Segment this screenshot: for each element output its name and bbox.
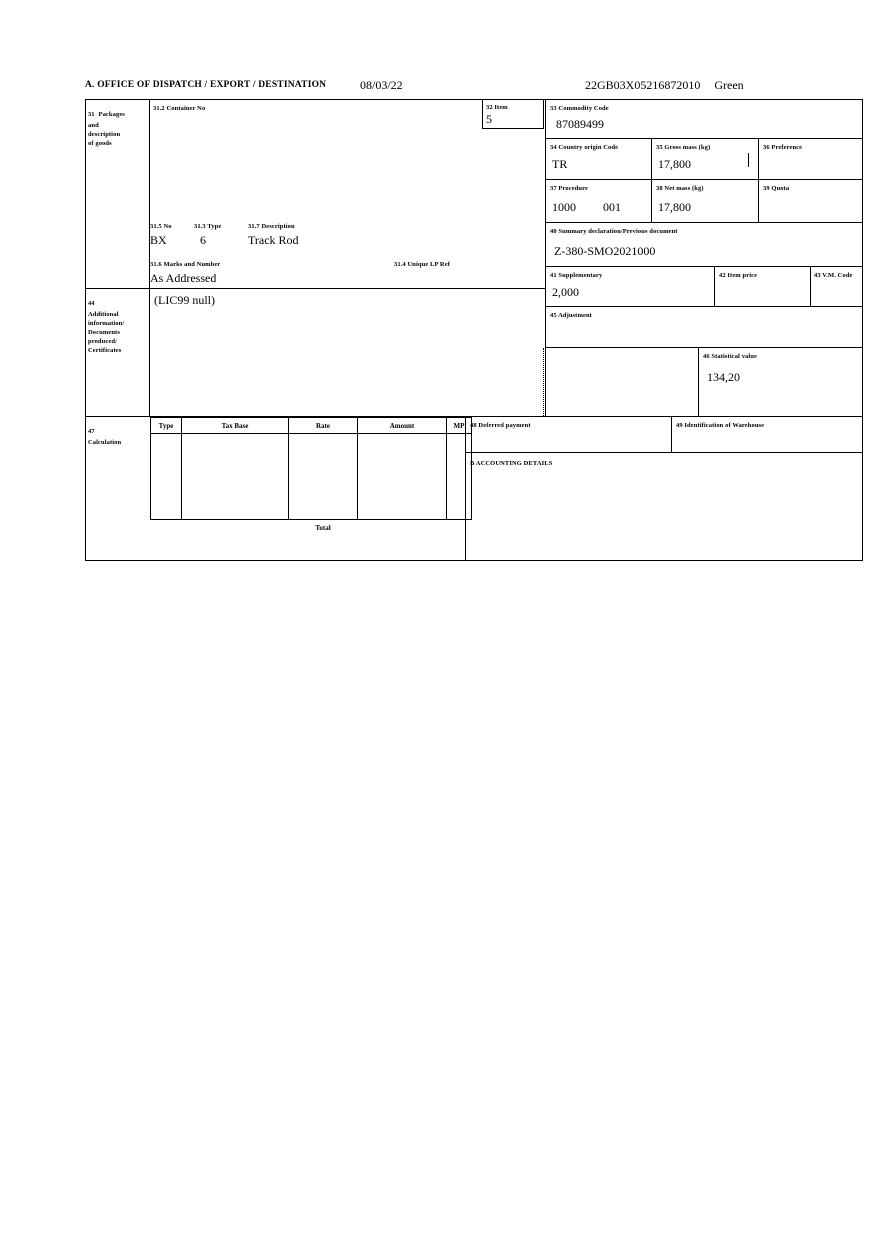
box-31-label-line-4: of goods — [88, 140, 112, 147]
box-32-value: 5 — [486, 112, 492, 126]
box-44-number: 44 — [88, 300, 95, 307]
box-31-label-line-1: Packages — [98, 111, 125, 118]
box-48-deferred-payment — [465, 417, 671, 453]
calc-col-amount: Amount — [358, 418, 447, 434]
box-45-adjustment — [546, 307, 862, 348]
box-32-label: 32 Item — [486, 104, 508, 111]
box-33-label: 33 Commodity Code — [550, 105, 609, 112]
dotted-separator — [543, 348, 544, 416]
calc-col-type: Type — [151, 418, 182, 434]
calc-cell-rate — [289, 434, 358, 520]
box-31-label-line-3: description — [88, 131, 121, 138]
box-40-value: Z-380-SMO2021000 — [554, 244, 656, 258]
header-reference-group — [585, 78, 744, 93]
header-copy-color: Green — [714, 78, 744, 92]
box-47-label-text: Calculation — [88, 439, 122, 446]
box-34-label: 34 Country origin Code — [550, 144, 619, 151]
calc-cell-tax-base — [182, 434, 289, 520]
box-44-label-line-1: Additional — [88, 311, 119, 318]
document-header — [85, 80, 863, 94]
box-36-preference — [759, 139, 862, 180]
box-31-3-type — [194, 222, 242, 247]
box-31-3-label: 31.3 Type — [194, 223, 222, 230]
box-31-number: 31 — [88, 111, 95, 118]
box-b-label: B ACCOUNTING DETAILS — [470, 460, 553, 467]
box-35-value: 17,800 — [658, 157, 691, 171]
box-37-procedure — [546, 180, 652, 223]
box-42-item-price — [715, 267, 811, 307]
calc-col-mp: MP — [447, 418, 472, 434]
box-44-value: (LIC99 null) — [154, 293, 215, 307]
box-31-label-line-2: and — [88, 122, 99, 129]
box-44-content — [150, 290, 542, 416]
box-35-tick — [748, 153, 749, 167]
box-45-label: 45 Adjustment — [550, 312, 592, 319]
sad-form-frame — [85, 99, 863, 561]
box-37-label: 37 Procedure — [550, 185, 588, 192]
box-31-5-label: 31.5 No — [150, 223, 172, 230]
box-34-country-origin-code — [546, 139, 652, 180]
box-48-label: 48 Deferred payment — [470, 422, 531, 429]
box-31-5-value: BX — [150, 233, 167, 247]
box-49-label: 49 Identification of Warehouse — [676, 422, 765, 429]
box-31-6-label: 31.6 Marks and Number — [150, 261, 221, 268]
box-31-4-label: 31.4 Unique LP Ref — [394, 261, 450, 268]
box-44-label-line-5: Certificates — [88, 347, 122, 354]
calc-col-tax-base: Tax Base — [182, 418, 289, 434]
calc-total-spacer-1 — [151, 520, 182, 536]
office-of-dispatch-label: A. OFFICE OF DISPATCH / EXPORT / DESTINATION — [85, 80, 327, 90]
box-31-6-value: As Addressed — [150, 271, 217, 285]
box-39-label: 39 Quota — [763, 185, 790, 192]
box-35-gross-mass — [652, 139, 759, 180]
calc-total-spacer-2 — [182, 520, 289, 536]
box-31-2-label: 31.2 Container No — [153, 105, 206, 112]
box-36-label: 36 Preference — [763, 144, 803, 151]
header-mrn: 22GB03X05216872010 — [585, 78, 701, 92]
box-37-value-2: 001 — [603, 200, 621, 214]
box-41-supplementary — [546, 267, 715, 307]
box-47-number: 47 — [88, 428, 95, 435]
box-47-label — [88, 420, 148, 447]
box-41-label: 41 Supplementary — [550, 272, 603, 279]
box-35-label: 35 Gross mass (kg) — [656, 144, 711, 151]
box-46-label: 46 Statistical value — [703, 353, 757, 360]
box-31-7-value: Track Rod — [248, 233, 299, 247]
box-38-net-mass — [652, 180, 759, 223]
box-40-label: 40 Summary declaration/Previous document — [550, 228, 678, 235]
box-41-value: 2,000 — [552, 285, 579, 299]
box-38-label: 38 Net mass (kg) — [656, 185, 704, 192]
calc-cell-amount — [358, 434, 447, 520]
calculation-table-header-row — [151, 418, 472, 434]
calc-total-value — [358, 520, 447, 536]
box-39-quota — [759, 180, 862, 223]
header-date: 08/03/22 — [360, 78, 403, 92]
box-31-7-description — [248, 222, 368, 247]
calculation-total-row — [151, 520, 472, 536]
box-31-bottom-rule — [86, 288, 545, 289]
calculation-table — [150, 417, 472, 535]
box-40-summary-declaration — [546, 223, 862, 267]
box-43-vm-code — [811, 267, 862, 307]
calc-cell-type — [151, 434, 182, 520]
box-31-5-no — [150, 222, 190, 247]
box-33-commodity-code — [546, 100, 862, 139]
box-44-label-line-2: information/ — [88, 320, 125, 327]
box-44-label-line-4: produced/ — [88, 338, 117, 345]
box-31-label — [88, 103, 148, 148]
box-49-identification-of-warehouse — [671, 417, 862, 453]
box-b-accounting-details — [465, 453, 862, 561]
box-37-value-1: 1000 — [552, 200, 576, 214]
box-31-7-label: 31.7 Description — [248, 223, 295, 230]
box-43-label: 43 V.M. Code — [814, 272, 853, 279]
box-31-3-value: 6 — [200, 233, 206, 247]
calculation-table-body-row — [151, 434, 472, 520]
box-44-label-line-3: Documents — [88, 329, 120, 336]
box-31-4-unique-lp-ref — [394, 260, 544, 271]
box-44-label — [88, 292, 150, 355]
box-46-statistical-value — [698, 348, 862, 416]
box-42-label: 42 Item price — [719, 272, 758, 279]
box-46-value: 134,20 — [707, 370, 740, 384]
box-33-value: 87089499 — [556, 117, 604, 131]
box-32-item — [482, 100, 544, 129]
box-34-value: TR — [552, 157, 568, 171]
box-31-6-marks-and-number — [150, 260, 390, 285]
box-38-value: 17,800 — [658, 200, 691, 214]
calc-col-rate: Rate — [289, 418, 358, 434]
calc-total-label: Total — [315, 523, 331, 532]
